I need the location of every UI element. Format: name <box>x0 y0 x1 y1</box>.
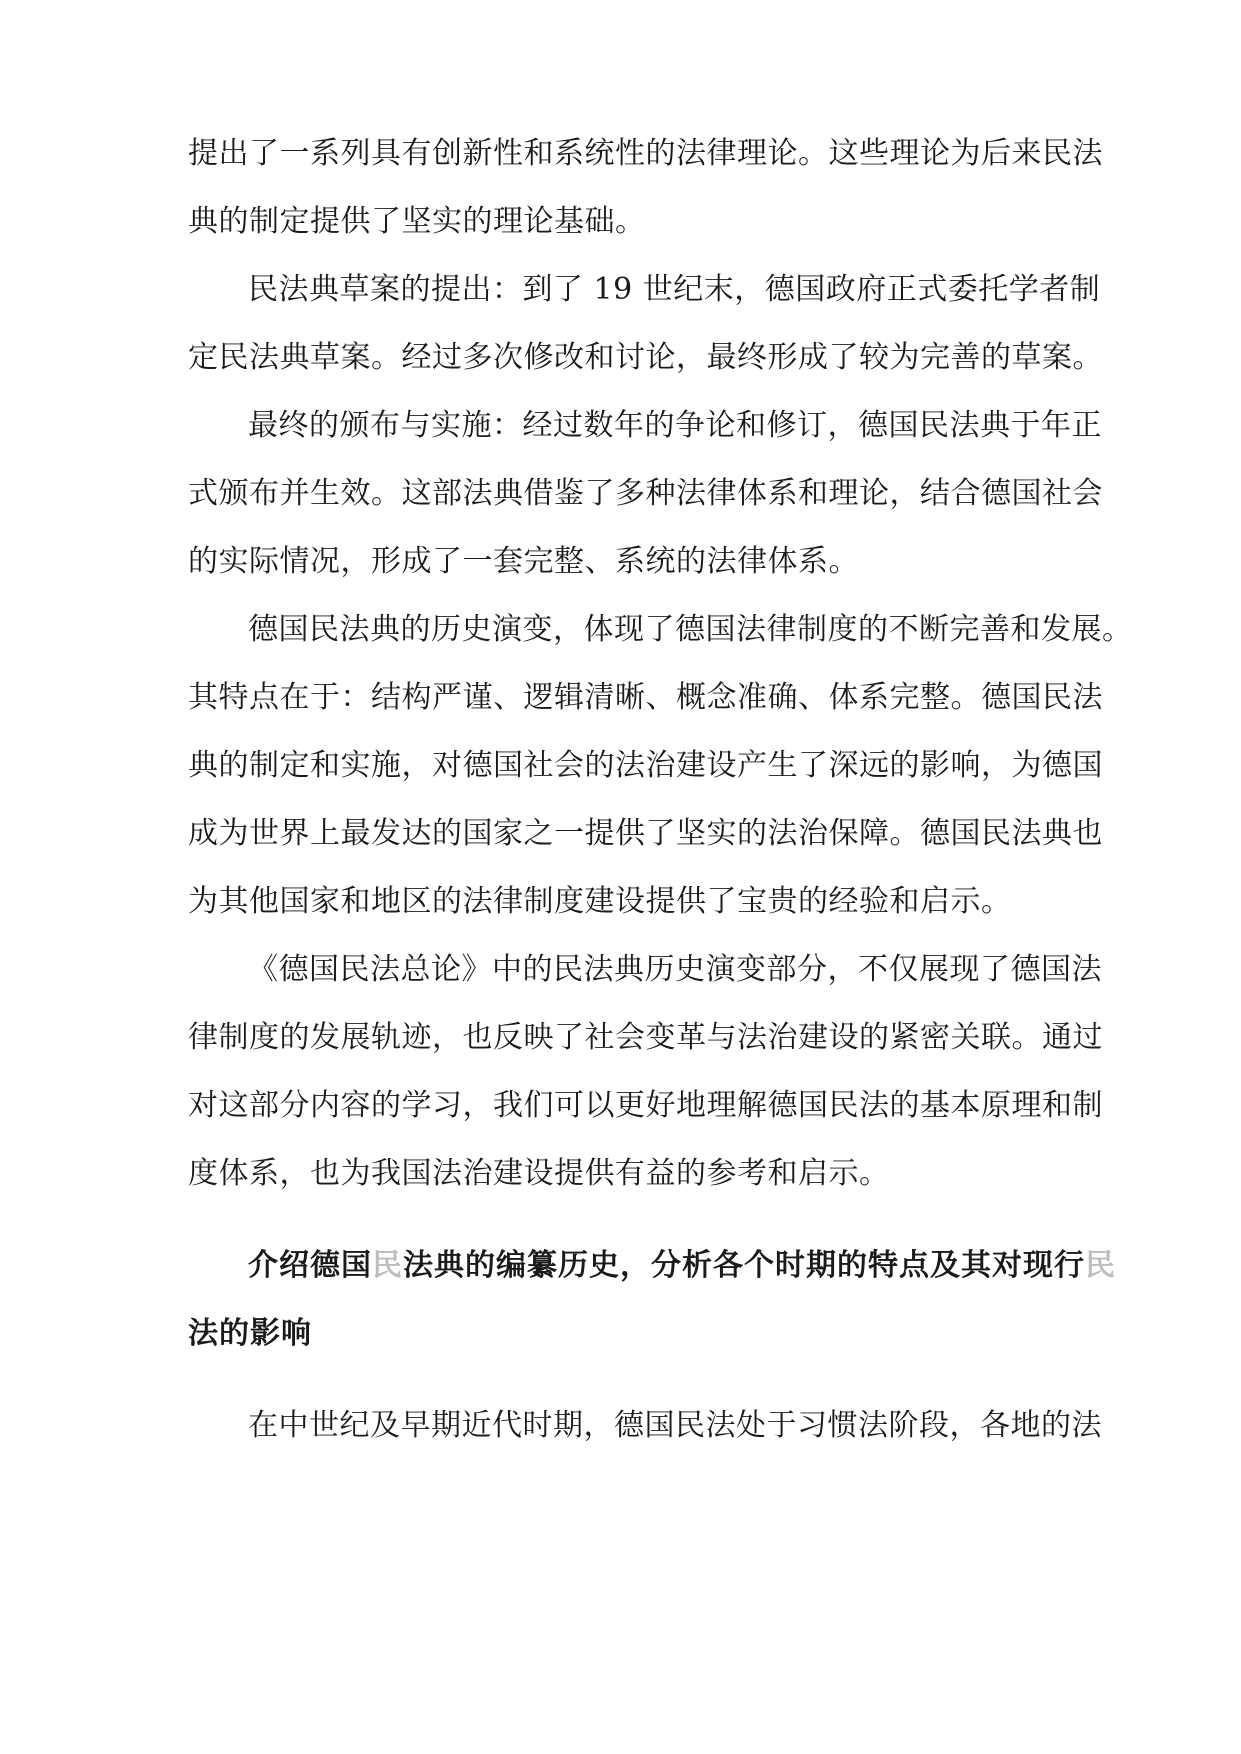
section-heading-continued: 法的影响 <box>188 1316 312 1351</box>
body-text-line: 其特点在于：结构严谨、逻辑清晰、概念准确、体系完整。德国民法 <box>188 680 1103 715</box>
body-text-line: 律制度的发展轨迹，也反映了社会变革与法治建设的紧密关联。通过 <box>188 1020 1103 1055</box>
heading-text: 法典的编纂历史，分析各个时期的特点及其对现行 <box>403 1248 1085 1283</box>
body-text-line: 定民法典草案。经过多次修改和讨论，最终形成了较为完善的草案。 <box>188 340 1103 375</box>
body-text-line: 民法典草案的提出：到了 19 世纪末，德国政府正式委托学者制 <box>248 272 1101 307</box>
body-text-line: 度体系，也为我国法治建设提供有益的参考和启示。 <box>188 1156 890 1191</box>
body-text-line: 最终的颁布与实施：经过数年的争论和修订，德国民法典于年正 <box>248 408 1102 443</box>
body-text-line: 对这部分内容的学习，我们可以更好地理解德国民法的基本原理和制 <box>188 1088 1103 1123</box>
body-text-line: 典的制定提供了坚实的理论基础。 <box>188 204 646 239</box>
body-text-line: 德国民法典的历史演变，体现了德国法律制度的不断完善和发展。 <box>248 612 1133 647</box>
heading-text: 介绍德国 <box>248 1248 372 1283</box>
body-text-line: 成为世界上最发达的国家之一提供了坚实的法治保障。德国民法典也 <box>188 816 1103 851</box>
heading-ghost-char: 民 <box>372 1248 403 1283</box>
body-text-line: 在中世纪及早期近代时期，德国民法处于习惯法阶段，各地的法 <box>248 1408 1102 1443</box>
body-text-line: 提出了一系列具有创新性和系统性的法律理论。这些理论为后来民法 <box>188 136 1103 171</box>
section-heading <box>248 1246 1116 1286</box>
body-text-line: 式颁布并生效。这部法典借鉴了多种法律体系和理论，结合德国社会 <box>188 476 1103 511</box>
body-text-line: 典的制定和实施，对德国社会的法治建设产生了深远的影响，为德国 <box>188 748 1103 783</box>
body-text-line: 《德国民法总论》中的民法典历史演变部分，不仅展现了德国法 <box>248 952 1102 987</box>
body-text-line: 的实际情况，形成了一套完整、系统的法律体系。 <box>188 544 859 579</box>
body-text-line: 为其他国家和地区的法律制度建设提供了宝贵的经验和启示。 <box>188 884 1012 919</box>
heading-ghost-char: 民 <box>1085 1248 1116 1283</box>
